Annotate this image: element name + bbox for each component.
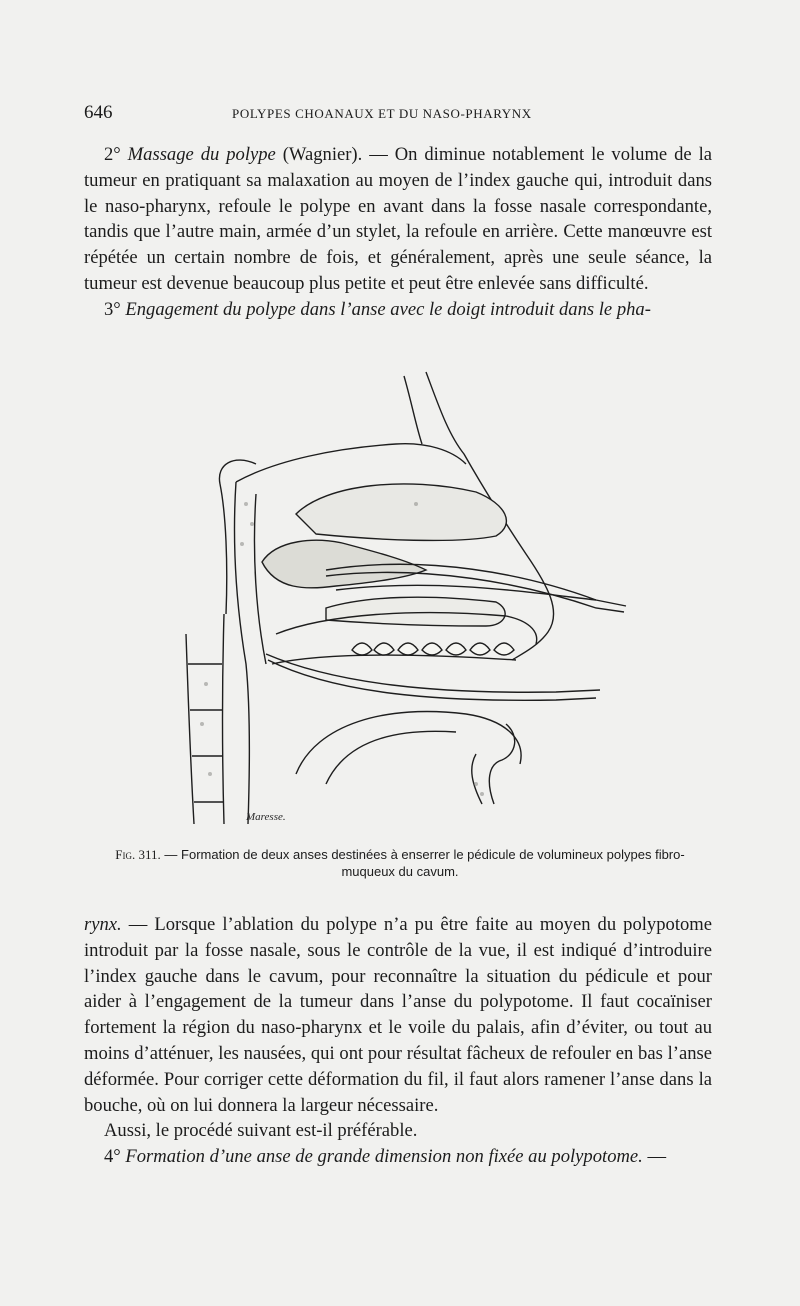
- anatomical-figure: [176, 364, 636, 834]
- section2-title: Massage du polype: [127, 144, 276, 165]
- paragraph-massage: [84, 142, 712, 297]
- illustrator-signature: Maresse.: [246, 811, 286, 823]
- section3-title: Engagement du polype dans l’anse avec le doigt introduit dans le pha-: [125, 298, 651, 320]
- figure-label: Fig. 311.: [115, 847, 161, 862]
- section2-number: 2°: [104, 144, 121, 165]
- section4-title: Formation d’une anse de grande dimension non fixée au polypotome.: [125, 1146, 643, 1168]
- section3-number: 3°: [104, 298, 121, 320]
- paragraph-engagement-continued: [84, 912, 712, 1118]
- page-number: 646: [84, 102, 113, 123]
- section2-text: (Wagnier). — On diminue notablement le volume de la tumeur en pratiquant sa malaxation au moyen de l’index gauche qui, introduit dans le naso-pharynx, refoule le polype en avant dans la fosse nasale correspondante, tandis que l’autre main, armée d’un stylet, la refoule en arrière. Cette manœuvre est répétée un certain nombre de fois, et généralement, après une seule séance, la tumeur est devenue beaucoup plus petite et peut être enlevée sans difficulté.: [84, 144, 713, 294]
- page-header: [84, 102, 720, 130]
- section3-text: — Lorsque l’ablation du polype n’a pu être faite au moyen du polypotome introduit par la fosse nasale, sous le contrôle de la vue, il est indiqué d’introduire l’index gauche dans le cavum, pour reconnaître la situation du pédicule et pour aider à l’engagement de la tumeur dans l’anse du polypotome. Il faut cocaïniser fortement la région du naso-pharynx et le voile du palais, afin d’éviter, ou tout au moins d’atténuer, les nausées, qui ont pour résultat fâcheux de refouler en bas l’anse déformée. Pour corriger cette déformation du fil, il faut alors ramener l’anse dans la bouche, où on lui donnera la largeur nécessaire.: [84, 914, 712, 1116]
- section4-dash: —: [642, 1146, 667, 1168]
- nasopharynx-illustration: [176, 364, 636, 834]
- running-title: POLYPES CHOANAUX ET DU NASO-PHARYNX: [232, 106, 532, 121]
- figure-caption-text: — Formation de deux anses destinées à enserrer le pédicule de volumineux polypes fibro-muqueux du cavum.: [160, 847, 685, 879]
- paragraph-engagement-start: [84, 297, 712, 323]
- figure-caption: [90, 846, 710, 880]
- paragraph-formation: [84, 1144, 712, 1170]
- paragraph-aussi: Aussi, le procédé suivant est-il préférable.: [104, 1120, 418, 1142]
- section4-number: 4°: [104, 1146, 121, 1168]
- section3-title-end: rynx.: [84, 914, 122, 935]
- text-block-bottom: [84, 912, 712, 1170]
- text-block-top: [84, 142, 712, 323]
